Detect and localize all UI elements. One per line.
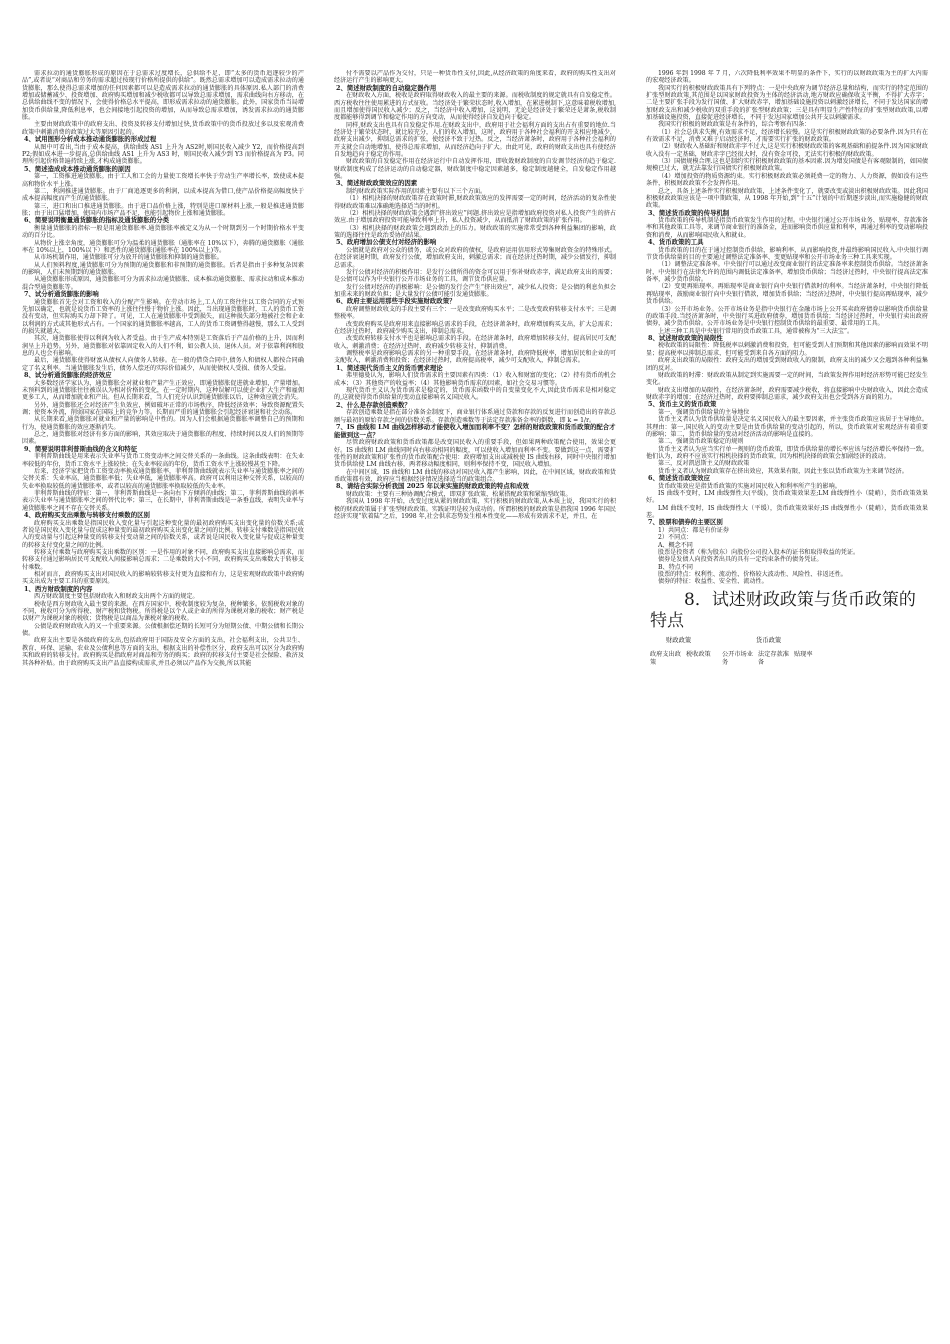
paragraph: 1996 年到 1998 年 7 月，六次降低利率效果不明显的条件下，实行的以财政政策为主的扩大内需的宏观经济政策。: [646, 70, 928, 85]
table-cell: 税收政策: [686, 650, 711, 658]
section-heading: 6、简要说明衡量通货膨胀的指标及通货膨胀的分类: [24, 216, 170, 225]
section-heading: 2、什么是存款创造乘数？: [336, 400, 411, 409]
paragraph: 财政支出增加的局限性，在经济萧条时，政府需要减少税收，将直接影响中央财政收入，因此会造成财政赤字的增加；在经济过热时，政府要抑制总需求，减少政府支出也会受到各方面的阻力。: [646, 386, 928, 401]
section-heading: 3、简述财政政策效应的因素: [336, 179, 418, 188]
paragraph: 通货膨胀首先会对工资和收入的分配产生影响。在劳动市场上,工人的工资往往以工资合同的方式预先加以确定，也就是说货币工资率的上涨往往慢于物价上涨。因此，当出现通货膨胀时，工人的货币工资没有变动，但实际购买力却下降了。可见，工人在通货膨胀中受到损失，而这种损失部分地被社会和企业以利润的方式或其他形式占有。一个国家的通货膨胀率越高，工人的货币工资调整得越慢，那么工人受到的损失就越大。: [22, 298, 304, 336]
paragraph: 大多数经济学家认为，通货膨胀会对就业和产量产生正效应，即通货膨胀促进就业增加，产量增加。未预料到的通货膨胀往往被误认为相对价格的变化，在一定时期内，这种误解可以使企业扩大生产和雇佣更多工人，从而增加就业和产出。但从长期来看，当人们充分认识到通货膨胀以后，这种效应就会消失。: [22, 379, 304, 402]
paragraph: 在中间区域，IS 曲线和 LM 曲线的移动对国民收入都产生影响，因此，在中间区域，财政政策和货币政策都有效，政府应当根据经济情况选择适当的政策组合。: [334, 468, 616, 483]
paragraph: 总之，通货膨胀对经济有多方面的影响，其效应取决于通货膨胀的程度、持续时间以及人们的预期等因素。: [22, 431, 304, 446]
section-heading: 8、请结合实际分析我国 2025 年以来实施的财政政策的特点和成效: [336, 482, 529, 491]
paragraph: 现代货币主义认为货币需求是稳定的，货币需求函数中的自变量变化不大,因此货币需求是相对稳定的,这就使得货币供给量的变动直接影响名义国民收入。: [334, 387, 616, 402]
paragraph: 从通货膨胀形成原因，通货膨胀可分为需求拉动通货膨胀、成本推动通货膨胀、需求拉动和成本推动混合型通货膨胀等。: [22, 276, 304, 291]
section-heading: 5、货币主义的货币政策: [648, 400, 717, 409]
paragraph: 2）不同点：: [658, 534, 693, 542]
paragraph: （4）增加投资的物质资源约束。实行积极财政政策必须耗费一定的物力、人力资源，假如没有这些条件，积极财政政策不会发挥作用。: [646, 172, 928, 188]
paragraph: 后来，经济学家把货币工资变动率换成通货膨胀率，菲利普斯曲线就表示失业率与通货膨胀率之间的交替关系：失业率高，通货膨胀率低；失业率低，通货膨胀率高。政府可以利用这种交替关系，以较高的失业率换取较低的通货膨胀率，或者以较高的通货膨胀率换取较低的失业率。: [22, 468, 304, 490]
paragraph: 第三，进口和出口推进通货膨胀。由于进口品价格上涨，特别是进口原材料上涨,一般是推进通货膨胀；由于出口猛增加，使国内市场产品不足，也能引起物价上涨和通货膨胀。: [22, 202, 304, 218]
paragraph: 存款创造乘数是指在部分准备金制度下，商业银行体系通过贷款和存款的反复进行而创造出的存款总额与最初的原始存款之间的倍数关系。存款创造乘数等于法定存款准备金率的倒数，即 k = 1/r。: [334, 409, 616, 424]
paragraph: 转移支付乘数与政府购买支出乘数的区别：一是作用的对象不同，政府购买支出直接影响总需求，而转移支付通过影响居民可支配收入间接影响总需求；二是乘数的大小不同，政府购买支出乘数大于转移支付乘数。: [22, 549, 304, 571]
paragraph: 尽管政府财政政策和货币政策都是改变国民收入的重要手段，但如果两种政策配合使用，效果会更好。IS 曲线和 LM 曲线同时向右移动相同的幅度，可以使收入增加而利率不变。要做到这一点，需要扩张性的财政政策和扩张性的货币政策配合使用：政府增加支出或减税使 IS 曲线右移，同时中央银行增加货币供给使 LM 曲线右移，两者移动幅度相同，则利率保持不变，国民收入增加。: [334, 439, 616, 469]
paragraph: 我国实行积极的财政政策是有条件的，综合考察有四条：: [658, 121, 811, 129]
section-heading: 4、政府购买支出乘数与转移支付乘数的区别: [24, 511, 150, 520]
paragraph: 我国从 1998 年开始，改变过度从紧的财政政策，实行积极的财政政策,从本质上说，我国实行的积极的财政政策属于扩张型财政政策。实践证明是较为成功的。所谓积极的财政政策是指我国 1996 年国民经济实现“软着陆”之后，1998 年,社会供求态势发生根本性变化——形成有效需求不足，并且，在: [334, 498, 616, 520]
section-heading: 5、简述造成成本推动通货膨胀的原因: [24, 164, 131, 173]
paragraph: 货币主义者认为货币供给量是决定名义国民收入的最主要因素，并主张货币政策应该居于主导地位。其理由：第一,国民收入的变动主要是由货币供给量的变动引起的，所以，货币政策对宏观经济有着重要的影响；第二，货币供给量的变动对经济活动的影响是直接的。: [646, 416, 928, 438]
paragraph: 西方财政制度主要包括财政收入和财政支出两个方面的规定。: [34, 593, 199, 601]
paragraph: 股票是投资者（称为股东）向股份公司投入股本的证书和取得收益的凭证。: [658, 548, 860, 556]
paragraph: 政府购买支出乘数是指国民收入变化量与引起这种变化量的最初政府购买支出变化量的倍数关系;或者说是国民收入变化量与促成这种量变的最初政府购买支出变化量之间的比例。转移支付乘数是指国民收入的变动量与引起这种量变的转移支付变动量之间的倍数关系，或者说是国民收入变化量与促成这种量变的转移支付变化量之间的比例。: [22, 519, 304, 549]
paragraph: 在财政收入方面，税收是政府取得财政收入的最主要的来源。而税收制度的规定就具有自发稳定性。西方税收往往使用累进的方式征收。当经济处于繁荣状态时,收入增加，在累进税制下,这意味着税收增加,而且增加使得国民收入减少；反之，当经济中收入增加，这说明，无论是经济处于繁荣还是萧条,税收制度都能够得到调节和稳定作用的方向变动，从而使得经济自发趋向于稳定。: [334, 92, 616, 122]
paragraph: 另外，通货膨胀还会对经济产生负效应，例如破坏正常的市场秩序，降低经济效率；导致资源配置失调；使资本外流，削弱国家在国际上的竞争力等。长期而严重的通货膨胀会引起经济衰退和社会动荡。: [22, 401, 304, 417]
table-cell: 政府支出政策: [650, 650, 681, 667]
paragraph: 其次，通货膨胀使得以利润为收入者受益。由于生产成本特别是工资落后于产品价格的上升，因而利润呈上升趋势。另外，通货膨胀对依靠固定收入的人们不利，如公教人员、退休人员。对于依靠利润和股息的人也会有影响。: [22, 335, 304, 358]
section-heading: 4、货币政策的工具: [648, 238, 704, 247]
paragraph: 从市场机制作用，通货膨胀可分为放开的通货膨胀和抑制的通货膨胀。: [34, 254, 223, 262]
paragraph: （2）相机抉择的财政政策会遇到“挤出效应”问题.挤出效应是指增加政府投资对私人投资产生的挤占效应.由于增加政府投资可能导致利率上升，私人投资减少，从而抵消了财政政策的扩张作用。: [334, 210, 616, 225]
paragraph: 财政政策的自发稳定作用在经济运行中自动发挥作用，即收敛财政制度的自发调节经济的趋于稳定.财政制度构成了经济运动的自动稳定器，财政制度中稳定因素越多，稳定制度越健全，自发稳定作用越强。: [334, 158, 616, 181]
table-cell: 贴现率: [794, 650, 813, 658]
paragraph: 财政政策：主要有三种协调配合模式，即双扩张政策、松紧搭配政策和紧缩型政策。: [346, 490, 572, 498]
section-heading: 9、简要说明菲利普斯曲线的含义和特征: [24, 444, 138, 453]
paragraph: 货币政策效应是指货币政策的实施对国民收入和利率所产生的影响。: [658, 482, 841, 490]
paragraph: 货币主义者认为应当实行单一规则的货币政策，即货币供给量的增长率应该与经济增长率保持一致。他们认为，政府不应该实行相机抉择的货币政策，因为相机抉择的政策会加剧经济的波动。: [646, 445, 928, 460]
paragraph: （2）变更再贴现率。再贴现率是商业银行向中央银行借款时的利率。当经济萧条时，中央银行降低再贴现率，鼓励商业银行向中央银行借款，增加货币供给；当经济过热时，中央银行提高再贴现率，减少货币供给。: [646, 283, 928, 306]
paragraph: 同样,财政支出也具有自发稳定作用.在财政支出中，政府用于社会福利方面的支出占有重要的地位.当经济处于繁荣状态时，就比较充分，人们的收入增加，这时，政府用于各种社会福利的开支相应地减少，政府支出减少，抑制总需求的扩张，使经济不致于过热。反之，当经济萧条时，政府用于各种社会福利的开支就会自动地增加，使得总需求增加，从而经济趋向于扩大。由此可见，政府的财政支出也具有使经济自发地趋向于稳定的作用。: [334, 121, 616, 159]
column-middle: [334, 70, 616, 1320]
paragraph: 我国实行的积极财政政策具有下列特点：一是中央政府为调节经济总量和结构，而实行的特定范围的扩张型财政政策,其范围是以国家财政投资为主体的经济活动,地方财政应确保收支平衡，不得扩大赤字；二是主要扩张手段为发行国债、扩大财政赤字，增加基础设施投资以刺激经济增长，不同于发达国家的增加财政支出和减少税收的双重手段的扩张型财政政策；三是具有明显生产性特征的扩张型财政政策,以增加基础设施投资，直接促进经济增长，不同于发达国家增加公共开支以刺激需求。: [646, 84, 928, 122]
paragraph: 公债是政府财政收入的又一个重要来源。公债根据偿还期的长短可分为短期公债、中期公债和长期公债。: [22, 622, 304, 638]
paragraph: 债券是发债人向投资者出具的具有一定约束条件的债务凭证。: [658, 556, 823, 564]
paragraph: 税收是西方财政收入最主要的来源。在西方国家中，税收制度较为复杂，税种繁多。依照税收对象的不同，税收可分为所得税、财产税和货物税。所得税是以个人或企业的所得为课税对象的税收；财产税是以财产为课税对象的税收；货物税是以商品为课税对象的税收。: [22, 600, 304, 623]
paragraph: （1）调整法定准备率。中央银行可以通过改变商业银行的法定准备率来控制货币供给。当经济萧条时，中央银行在法律允许的范围内调低法定准备率，增加货币供给；当经济过热时，中央银行提高法定准备率，减少货币供给。: [646, 261, 928, 284]
paragraph: 从长期来看,通货膨胀对就业和产量的影响是中性的。因为人们会根据通货膨胀率调整自己的预期和行为，使通货膨胀的效应逐渐消失。: [22, 416, 304, 431]
paragraph: 制约财政政策实际作用的因素主要有以下三个方面。: [346, 188, 487, 195]
section-heading: 3、简述货币政策的传导机制: [648, 208, 730, 217]
column-left: [22, 70, 304, 1320]
paragraph: （2）财政收入基础好和财政赤字不过大,这是实行积极财政政策的客观基础和前提条件.因为国家财政收入没有一定基础，财政赤字已经很大时，没有资金可投，无法实行积极的财政政策。: [646, 143, 928, 158]
paragraph: （1）相机抉择的财政政策存在政策时滞,财政政策效应的发挥需要一定的时间，经济活动的复杂性使得财政政策难以准确地选择适当的时机。: [334, 195, 616, 210]
paragraph: 1）共同点：都是有价证券: [658, 526, 729, 534]
paragraph: 货币政策的传导机制是指货币政策发生作用的过程。中央银行通过公开市场业务、贴现率、存款准备率和其他政策工具等，来调节商业银行的准备金，进而影响货币供应量和利率，再通过利率的变动影响投资和消费，从而影响国民收入和就业。: [646, 217, 928, 239]
paragraph: 改变政府购买是政府用来直接影响总需求的手段，在经济萧条时，政府增加购买支出，扩大总需求；在经济过热时，政府减少购买支出，抑制总需求。: [334, 320, 616, 336]
paragraph: 发行公债对经济的消极影响：是公债的发行会产生“挤出效应”，减少私人投资；是公债的利息负担会加重未来的财政负担；是大量发行公债可能引发通货膨胀。: [334, 283, 616, 299]
section-heading: 6、政府主要运用那些手段实施财政政策？: [336, 297, 456, 306]
paragraph: 第二，利润推进通货膨胀。由于厂商追逐更多的利润，以成本提高为借口,使产品价格提高幅度快于成本提高幅度而产生的通货膨胀。: [22, 188, 304, 203]
paragraph: 从图中可看出,当由于成本提高，供给曲线 AS1 上升为 AS2时,则国民收入减少 Y2，而价格提高到P2;假如成本进一步提高,总供给曲线 AS1 上升为 AS3 时，则国民收入减少到 Y3 而价格提高为 P3。同理所引起价格普遍持续上涨,才构成通货膨胀。: [22, 143, 304, 166]
section-heading: 8、试分析通货膨胀的经济效应: [24, 371, 112, 380]
paragraph: 调整税率是政府影响总需求的另一种重要手段。在经济萧条时，政府降低税率，增加居民和企业的可支配收入，刺激消费和投资；在经济过热时，政府提高税率，减少可支配收入，抑制总需求。: [334, 350, 616, 365]
paragraph: 公债就是政府对公众的债务，或公众对政府的债权，是政府运用信用形式筹集财政资金的特殊形式。在经济衰退时期，政府发行公债，增加政府支出，刺激总需求；而在经济过热时期，减少公债发行，抑制总需求。: [334, 247, 616, 269]
paragraph: 总之，具备上述条件实行积极财政政策，上述条件变化了，就要改变或淡出积极财政政策。因此我国积极财政政策应该是一项中期政策，从 1998 年开始,到“十五”计划的中后期逐步淡出,而实施稳健的财政政策。: [646, 187, 928, 210]
paragraph: 弗里德曼认为，影响人们货币需求的主要因素有四类：（1）收入和财富的变化；（2）持有货币的机会成本；（3）其他资产的收益率；（4）其他影响货币需求的因素，如社会交易习惯等。: [334, 372, 616, 387]
paragraph: 菲利普斯曲线是用来表示失业率与货币工资变动率之间交替关系的一条曲线。这条曲线表明：在失业率较低的年份，货币工资水平上涨较快；在失业率较高的年份，货币工资水平上涨较慢甚至下降。: [22, 453, 304, 468]
section-heading: 7、股票和债券的主要区别: [648, 518, 723, 527]
section-heading: 7、试分析通货膨胀的影响: [24, 290, 99, 299]
column-right: [646, 70, 928, 1320]
paragraph: 从物价上涨幸角度，通货膨胀可分为温柔的通货膨胀（通胀率在 10%以下），奔腾的通货膨胀（通胀率在 10%以上，100%以下）和恶性的通货膨胀(通胀率在 100%以上)等。: [22, 239, 304, 254]
section-heading: 5、政府增加公债支付对经济的影响: [336, 238, 437, 247]
section-heading: 6、简述货币政策效应: [648, 473, 710, 482]
paragraph: 付不需要以产品作为交付，只是一种货币性支付,因此,从经济政策的角度来看，政府的购买性支出对经济运行产生的影响更大。: [334, 70, 616, 85]
paragraph: 政府调整财政收支的手段主要有三个：一是改变政府购买水平；二是改变政府转移支付水平；三是调整税率。: [334, 306, 616, 321]
paragraph: 上述三种工具是中央银行常用的货币政策工具，通常被称为“三大法宝”。: [658, 327, 854, 335]
table-cell: 公开市场业务: [722, 650, 753, 667]
paragraph: 货币政策的目的在于通过控制货币供给，影响利率，从而影响投资,并最终影响国民收入.中央银行调节货币供给量的目的主要通过调整法定准备率、变更贴现率和公开市场业务三种工具来实现。: [646, 246, 928, 262]
section-heading: 1、简述现代货币主义的货币需求理论: [336, 363, 443, 372]
paragraph: B、特点不同: [658, 563, 693, 571]
fiscal-policy-header: 财政政策: [666, 636, 692, 644]
paragraph: 相对而言，政府购买支出对国民收入的影响较转移支付更为直接和有力，这是宏观财政政策中政府购买支出成为主要工具的重要原因。: [22, 571, 304, 586]
paragraph: IS 曲线不变时，LM 曲线弹性大(平缓)，货币政策效果差;LM 曲线弹性小（陡峭），货币政策效果好。: [646, 489, 928, 505]
paragraph: 需求拉动的通货膨胀形成的原因在于总需求过度增长，总供给不足，即“太多的货币追逐较少的产品”,或者说“对商品和劳务的需求超过按现行价格所提供的供给”。既然总需求增加可以造成需求拉动的通货膨胀，那么使得总需求增加的任何因素都可以是造成需求拉动的通货膨胀的具体原因.私人部门的消费增加或储蓄减少、投资增加、政府购买增加和减少税收都可以导致总需求增加，需求曲线向右方移动，在总供给曲线不变的情况下，会使得价格总水平提高，即形成需求拉动的通货膨胀。此外，国家货币当局增加货币供给量,降低利息率，也会间接地引起投资的增加，从而导致总需求增加，诱发需求拉动的通货膨胀。: [22, 70, 304, 122]
paragraph: 第二，强调货币政策稳定的规则: [658, 438, 744, 446]
paragraph: 股票的特点：权利性、流动性、价格较大波动性、风险性、非返还性。: [658, 570, 847, 578]
paragraph: 第三，反对凯恩斯主义的财政政策: [658, 460, 750, 468]
paragraph: （1）社会总供求失衡,有效需求不足，经济增长较慢。这是实行积极财政政策的必要条件.因为只有在有效需求不足，消费又难于启动经济时，才需要实行扩张的财政政策。: [646, 128, 928, 144]
paragraph: （3）公开市场业务。公开市场业务是指中央银行在金融市场上公开买卖政府债券以影响货币供给量的政策手段.当经济萧条时，中央银行买进政府债券，增加货币供给；当经济过热时，中央银行卖出政府债券，减少货币供给。公开市场业务是中央银行控制货币供给的最重要、最常用的工具。: [646, 305, 928, 328]
paragraph: 政府支出政策的局限性：政府支出的增加受到财政收入的限制，政府支出的减少又会遇到各种利益集团的反对。: [646, 357, 928, 372]
paragraph: A、概念不同: [658, 541, 693, 549]
paragraph: 第一，工资推进通货膨胀。由于工人和工会的力量使工资增长率快于劳动生产率增长率，致使成本提高和物价水平上涨。: [22, 173, 304, 188]
paragraph: （3）国债规模合理.这也是制约实行积极财政政策的基本因素.因为增发国债是有客观限制的，如国债规模已过大，就无法靠发行国债实行积极财政政策。: [646, 158, 928, 173]
paragraph: 衡量通货膨胀的指标一般是用通货膨胀率.通货膨胀率被定义为从一个时期到另一个时期价格水平变动的百分比。: [22, 224, 304, 240]
paragraph: 货币主义者认为财政政策存在挤出效应，其效果有限，因此主张以货币政策为主来调节经济。: [658, 467, 908, 475]
paragraph: 税收政策的局限性：降低税率以刺激消费和投资，但可能受到人们预期和其他因素的影响而效果不明显；提高税率以抑制总需求，但可能受到来自各方面的阻力。: [646, 342, 928, 357]
paragraph: 政府支出主要是各级政府的支出,包括政府用于国防及安全方面的支出，社会福利支出，公共卫生、教育、环保、运输、农业及公债利息等方面的支出，根据支出的补偿性区分，政府支出可以区分为政府购买和政府的转移支付。政府购买是指政府对商品和劳务的购买；政府的转移支付主要是社会保险、救济及其各种补贴。由于政府购买支出产品直接构成需求,并且必须以产品作为交换,所以其能: [22, 637, 304, 667]
paragraph: 改变政府转移支付水平也是影响总需求的手段。在经济萧条时，政府增加转移支付，提高居民可支配收入，刺激消费；在经济过热时，政府减少转移支付，抑制消费。: [334, 335, 616, 350]
policy-table-cells: [646, 651, 928, 668]
paragraph: 最后，通货膨胀使得财富从债权人向债务人转移。在一般的借贷合同中,债务人和债权人都按合同确定了名义利率。当通货膨胀发生后，债务人偿还的实际价值减少，从而使债权人受损、债务人受益。: [22, 357, 304, 372]
paragraph: 发行公债对经济的积极作用：是发行公债所得的资金可以用于弥补财政赤字，满足政府支出的需要；是公债可以作为中央银行公开市场业务的工具，调节货币供应量。: [334, 269, 616, 284]
policy-table-header: [646, 636, 928, 645]
paragraph: （3）相机抉择的财政政策会遇到政治上的压力。财政政策的实施常常受到各种利益集团的影响，政策的选择往往是政治妥协的结果。: [334, 224, 616, 240]
section-heading: 7、IS 曲线和 LM 曲线怎样移动才能使收入增加而利率不变？怎样的财政政策和货币政策的配合才能做到这一点？: [334, 423, 616, 439]
table-cell: 法定存款准备: [758, 650, 789, 667]
paragraph: 财政政策的时滞：财政政策从制定到实施需要一定的时间，当政策发挥作用时经济形势可能已经发生变化。: [646, 371, 928, 387]
paragraph: 主要由财政政策中的政府支出、投资及转移支付增加过快,货币政策中的货币投放过多以及宏观消费政策中刺激消费的政策过大等原因引起的。: [22, 121, 304, 136]
section-heading: 8、试述财政政策的局限性: [648, 333, 723, 342]
section-heading: 1、西方财政制度的内容: [24, 584, 93, 593]
paragraph: LM 曲线不变时，IS 曲线弹性大（平缓），货币政策效果好;IS 曲线弹性小（陡峭），货币政策效果差。: [646, 504, 928, 519]
section-heading: 4、试用图形分析成本推动通货膨胀的形成过程: [24, 135, 157, 144]
paragraph: 菲利普斯曲线的特征：第一，菲利普斯曲线是一条向右下方倾斜的曲线；第二，菲利普斯曲线的斜率表示失业率与通货膨胀率之间的替代比率；第三，在长期中，菲利普斯曲线是一条垂直线，表明失业率与通货膨胀率之间不存在交替关系。: [22, 490, 304, 512]
paragraph: 从人们预料程度,通货膨胀可分为预期的通货膨胀和非预期的通货膨胀。后者是指由于多种复杂因素的影响，人们未预期到的通货膨胀。: [22, 261, 304, 277]
section-heading: 2、简述财政制度的自动稳定器作用: [336, 83, 437, 92]
paragraph: 债券的特征：收益性、安全性、流动性。: [658, 578, 768, 586]
paragraph: 第一，强调货币供给量的主导地位: [658, 408, 750, 416]
section-title-large: 8．试述财政政策与货币政策的特点: [650, 589, 916, 631]
monetary-policy-header: 货币政策: [756, 636, 782, 644]
